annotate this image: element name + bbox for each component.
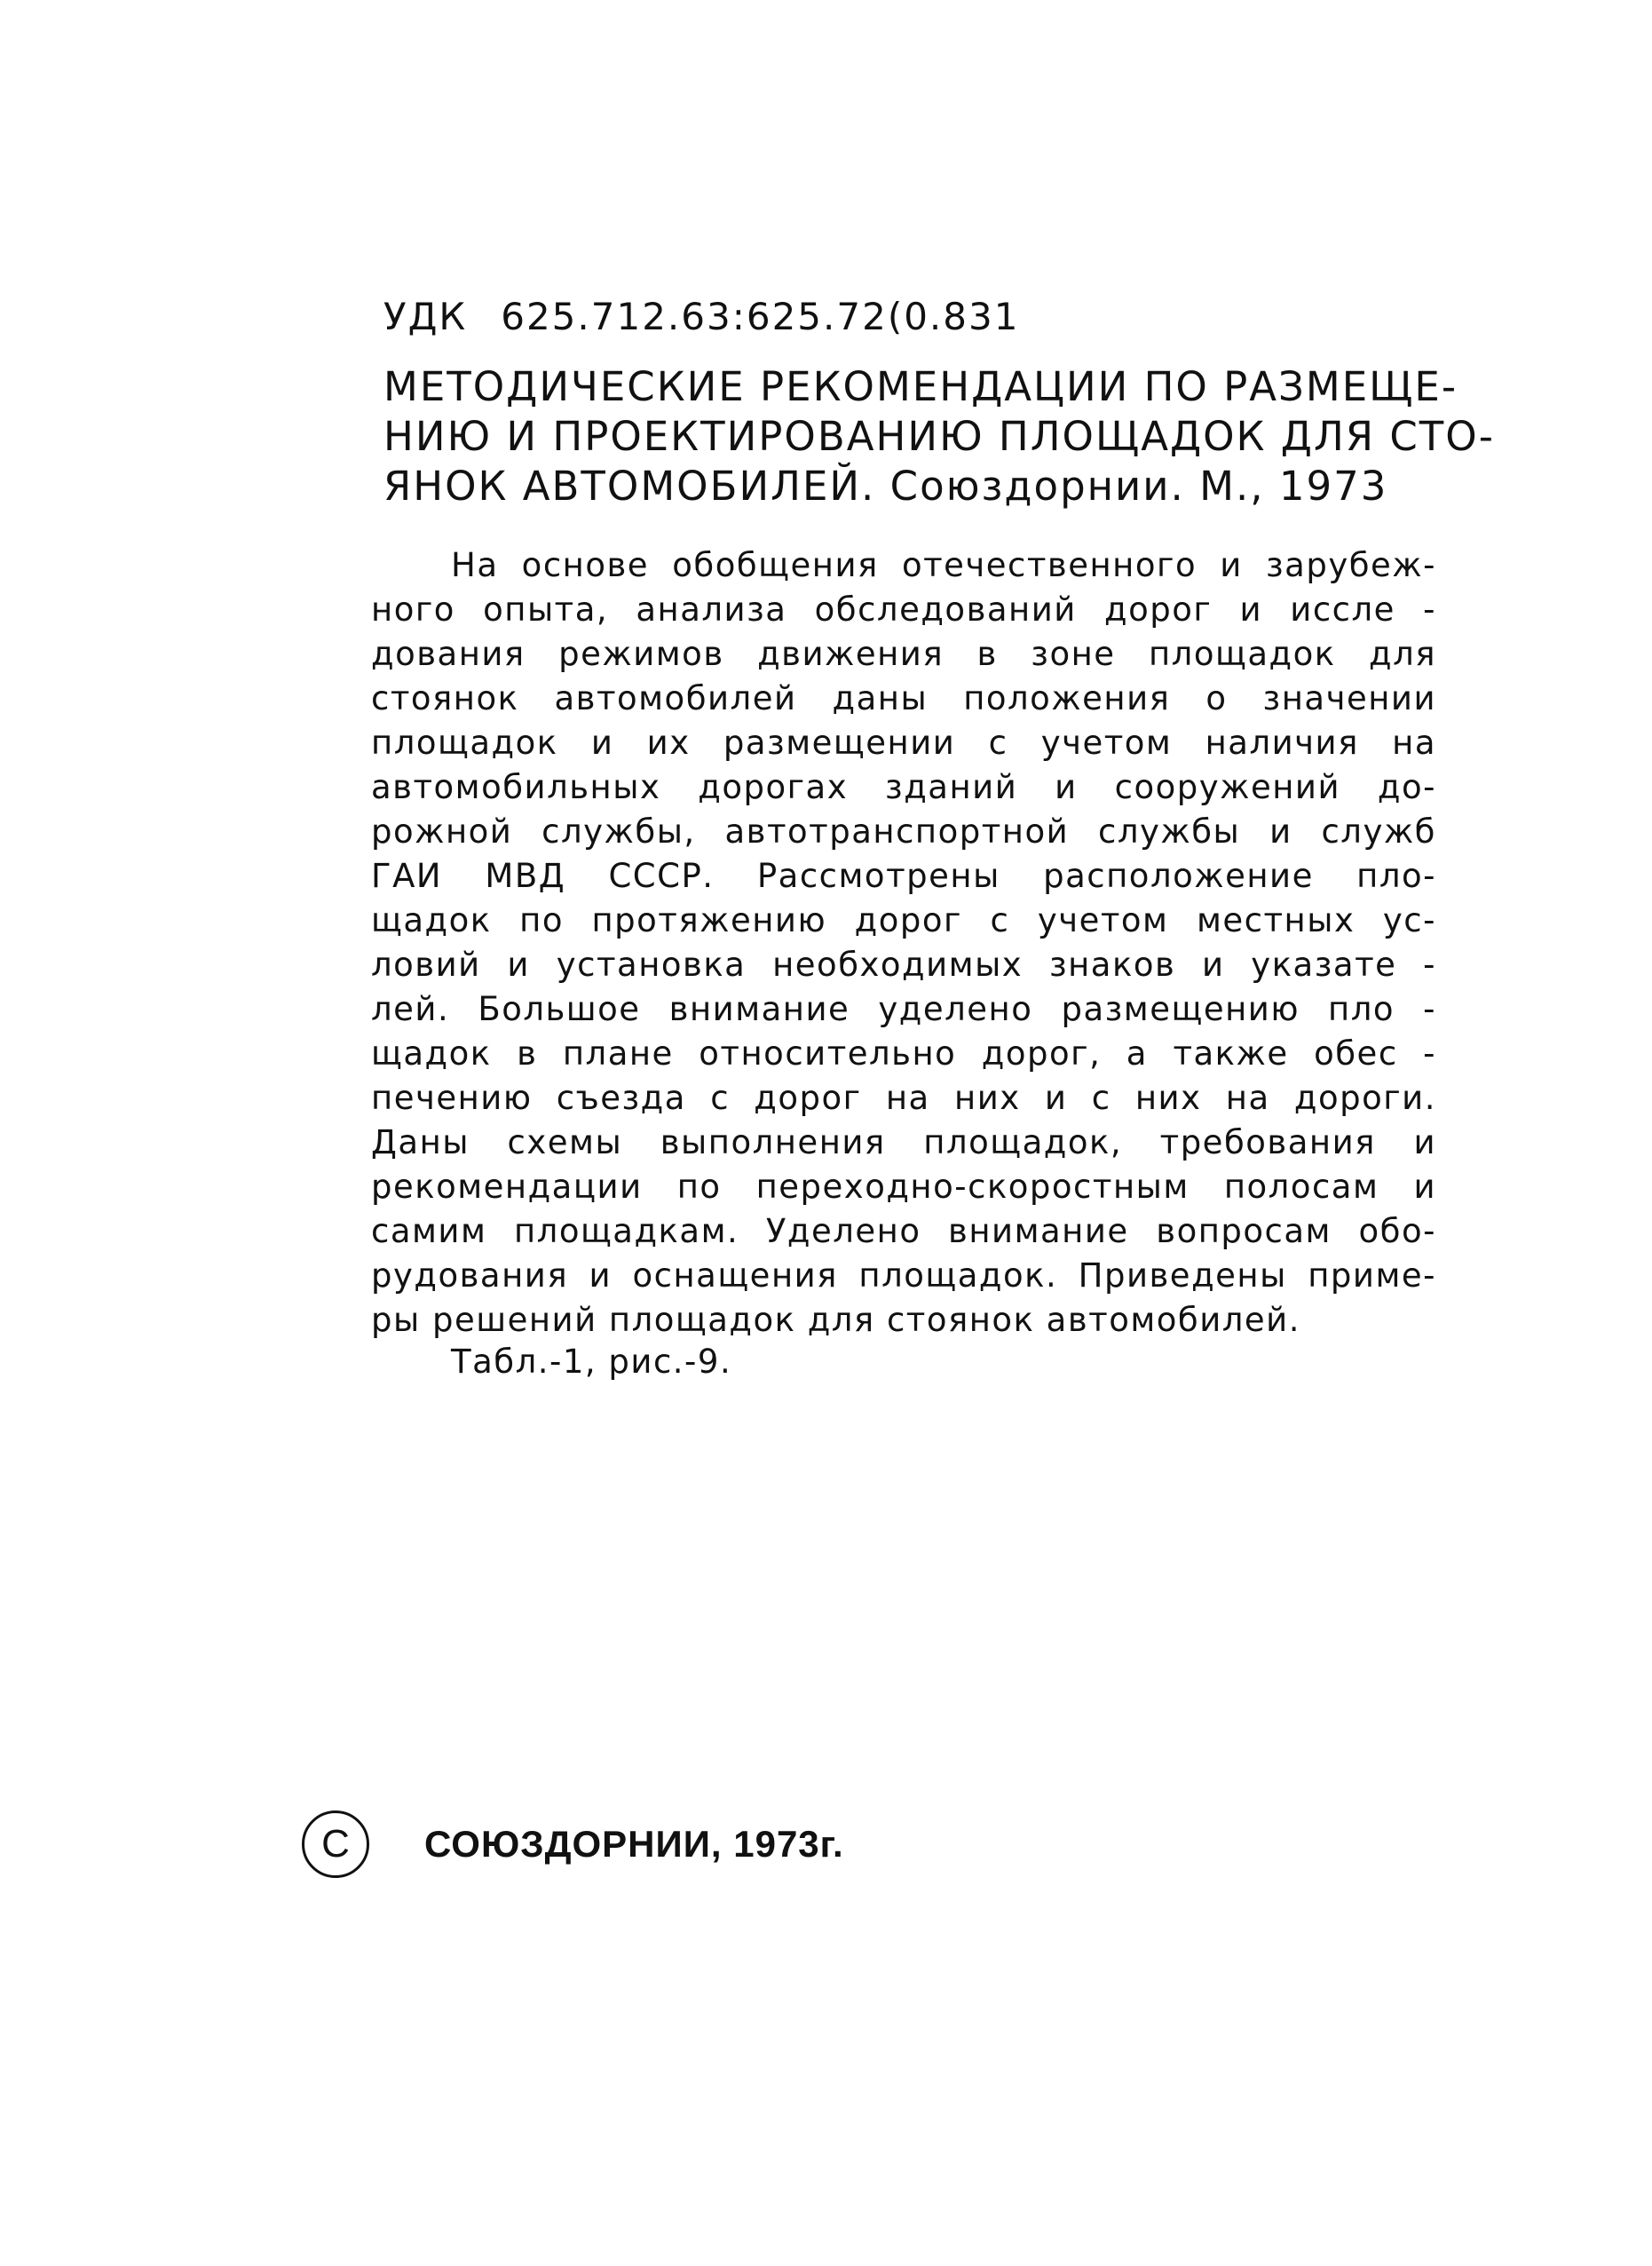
tables-figures-note: Табл.-1, рис.-9. [451, 1343, 732, 1381]
abstract-line: Даны схемы выполнения площадок, требования и [371, 1123, 1436, 1161]
title-line: НИЮ И ПРОЕКТИРОВАНИЮ ПЛОЩАДОК ДЛЯ СТО- [383, 413, 1495, 460]
copyright-text: СОЮЗДОРНИИ, 1973г. [424, 1823, 844, 1865]
copyright-notice [302, 1804, 844, 1884]
abstract-line: щадок в плане относительно дорог, а также обес - [371, 1034, 1436, 1073]
abstract-line: ГАИ МВД СССР. Рассмотрены расположение пло- [371, 857, 1436, 895]
abstract-line: ры решений площадок для стоянок автомобилей. [371, 1301, 1300, 1339]
abstract-line: ного опыта, анализа обследований дорог и иссле - [371, 590, 1436, 629]
abstract-line: рудования и оснащения площадок. Приведены приме- [371, 1256, 1436, 1295]
abstract-line: печению съезда с дорог на них и с них на дороги. [371, 1079, 1436, 1117]
abstract-line: автомобильных дорогах зданий и сооружений до- [371, 768, 1436, 806]
abstract-line: ловий и установка необходимых знаков и указате - [371, 946, 1436, 984]
title-line: МЕТОДИЧЕСКИЕ РЕКОМЕНДАЦИИ ПО РАЗМЕЩЕ- [383, 363, 1458, 410]
abstract-line: площадок и их размещении с учетом наличия на [371, 724, 1436, 762]
abstract-line: щадок по протяжению дорог с учетом местных ус- [371, 901, 1436, 939]
abstract-line: самим площадкам. Уделено внимание вопросам обо- [371, 1212, 1436, 1250]
abstract-line: рожной службы, автотранспортной службы и служб [371, 812, 1436, 851]
abstract-line: дования режимов движения в зоне площадок для [371, 635, 1436, 673]
abstract-line: рекомендации по переходно-скоростным полосам и [371, 1168, 1436, 1206]
udk-label: УДК [383, 295, 468, 338]
abstract-line: На основе обобщения отечественного и зарубеж- [451, 546, 1436, 584]
udk-code: 625.712.63:625.72(0.831 [501, 295, 1020, 338]
title-line: ЯНОК АВТОМОБИЛЕЙ. Союздорнии. М., 1973 [383, 463, 1388, 510]
abstract-line: лей. Большое внимание уделено размещению пло - [371, 990, 1436, 1028]
abstract-line: стоянок автомобилей даны положения о значении [371, 679, 1436, 717]
copyright-icon: С [302, 1810, 369, 1878]
document-title [383, 362, 1495, 511]
udk-line [383, 295, 1019, 338]
abstract-paragraph [371, 543, 1436, 1343]
